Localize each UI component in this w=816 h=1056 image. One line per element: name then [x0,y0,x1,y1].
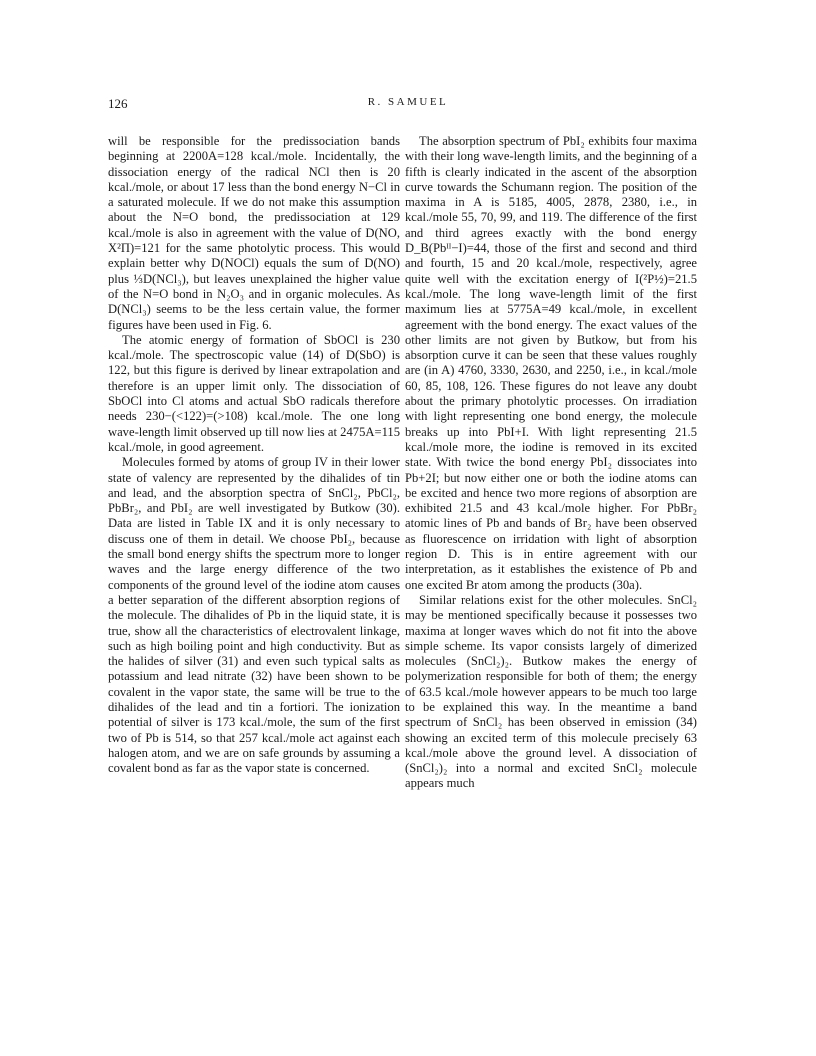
right-column [405,134,697,792]
left-column [108,134,400,776]
page-number: 126 [108,96,128,111]
paragraph: will be responsible for the predissociation bands beginning at 2200A=128 kcal./mole. Incidentally, the dissociation energy of the radical NCl then is 20 kcal./mole, or about 17 less than the bond energy N−Cl in a saturated molecule. If we do not make this assumption about the N=O bond, the predissociation at 129 kcal./mole is also in agreement with the value of D(NO, X²Π)=121 for the same photolytic process. This would explain better why D(NOCl) equals the sum of D(NO) plus ⅓D(NCl₃), but leaves unexplained the higher value of the N=O bond in N₂O₃ and in organic molecules. As D(NCl₃) seems to be the less certain value, the former figures have been used in Fig. 6. [108,134,400,332]
paragraph: Similar relations exist for the other molecules. SnCl₂ may be mentioned specifically because it possesses two maxima at longer waves which do not fit into the above simple scheme. Its vapor consists largely of dimerized molecules (SnCl₂)₂. Butkow makes the energy of polymerization responsible for both of them; the energy of 63.5 kcal./mole however appears to be much too large to be explained this way. In the meantime a band spectrum of SnCl₂ has been observed in emission (34) showing an excited term of this molecule precisely 63 kcal./mole above the ground level. A dissociation of (SnCl₂)₂ into a normal and excited SnCl₂ molecule appears much [405,592,697,791]
paragraph: The absorption spectrum of PbI₂ exhibits four maxima with their long wave-length limits, and the beginning of a fifth is clearly indicated in the ascent of the absorption curve towards the Schumann region. The position of the maxima in A is 5185, 4005, 2878, 2380, i.e., in kcal./mole 55, 70, 99, and 119. The difference of the first and third agrees exactly with the bond energy D_B(Pbᴵᴵ−I)=44, those of the first and second and third and fourth, 15 and 20 kcal./mole, respectively, agree quite well with the excitation energy of I(²P½)=21.5 kcal./mole. The long wave-length limit of the first maximum lies at 5775A=49 kcal./mole, in excellent agreement with the bond energy. The exact values of the other limits are not given by Butkow, but from his absorption curve it can be seen that these values roughly are (in A) 4760, 3330, 2630, and 2250, i.e., in kcal./mole 60, 85, 108, 126. These figures do not leave any doubt about the primary photolytic processes. On irradiation with light representing one bond energy, the molecule breaks up into PbI+I. With light representing 21.5 kcal./mole more, the iodine is removed in its excited state. With twice the bond energy PbI₂ dissociates into Pb+2I; but now either one or both the iodine atoms can be excited and hence two more regions of absorption are exhibited 21.5 and 43 kcal./mole higher. For PbBr₂ atomic lines of Pb and bands of Br₂ have been observed as fluorescence on irridation with light of absorption region D. This is in entire agreement with our interpretation, as it establishes the existence of Pb and one excited Br atom among the products (30a). [405,134,697,592]
paragraph: The atomic energy of formation of SbOCl is 230 kcal./mole. The spectroscopic value (14) of D(SbO) is 122, but this figure is derived by linear extrapolation and therefore is an upper limit only. The dissociation of SbOCl into Cl atoms and actual SbO radicals therefore needs 230−(<122)=(>108) kcal./mole. The one long wave-length limit observed up till now lies at 2475A=115 kcal./mole, in good agreement. [108,332,400,454]
page-header [108,96,708,116]
paragraph: Molecules formed by atoms of group IV in their lower state of valency are represented by the dihalides of tin and lead, and the absorption spectra of SnCl₂, PbCl₂, PbBr₂, and PbI₂ are well investigated by Butkow (30). Data are listed in Table IX and it is only necessary to discuss one of them in detail. We choose PbI₂, because the small bond energy shifts the spectrum more to longer waves and the large energy difference of the two components of the ground level of the iodine atom causes a better separation of the different absorption regions of the molecule. The dihalides of Pb in the liquid state, it is true, show all the characteristics of electrovalent linkage, such as high boiling point and high conductivity. But as the halides of silver (31) and even such typical salts as potassium and lead nitrate (32) have been shown to be covalent in the vapor state, the same will be true to the dihalides of the lead and tin a fortiori. The ionization potential of silver is 173 kcal./mole, the sum of the first two of Pb is 514, so that 257 kcal./mole act against each halogen atom, and we are on safe grounds by assuming a covalent bond as far as the vapor state is concerned. [108,455,400,776]
running-head: R. SAMUEL [367,96,449,108]
